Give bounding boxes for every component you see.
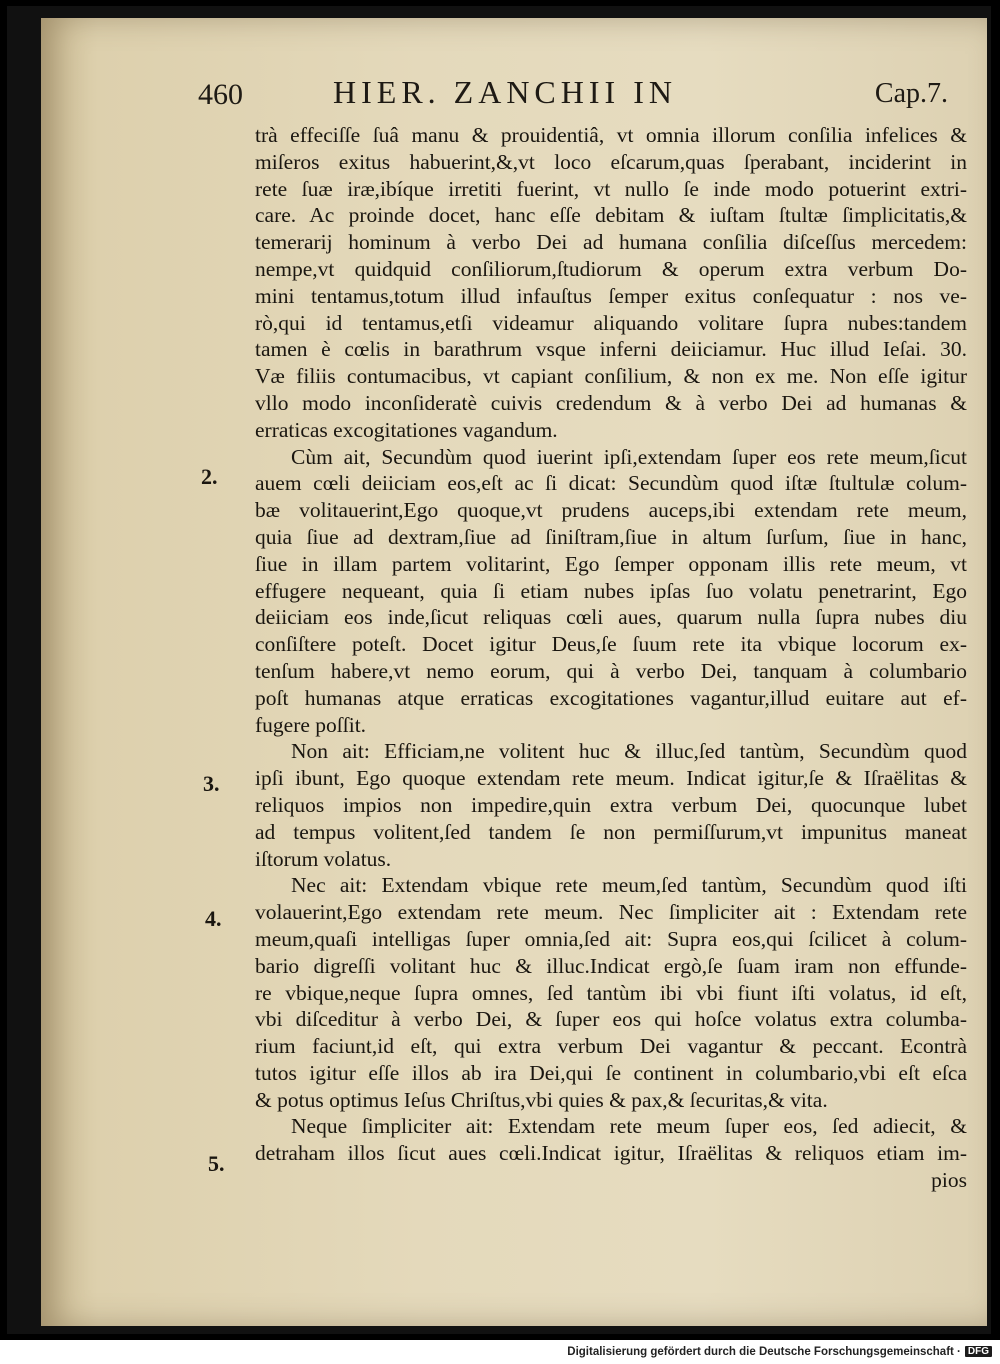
text-line: bario digreſſi volitant huc & illuc.Indicat ergò,ſe ſuam iram non effunde- — [255, 953, 967, 978]
text-line: ad tempus volitent,ſed tandem ſe non permiſſurum,vt impunitus maneat — [255, 819, 967, 844]
text-line: reliquos impios non impedire,quin extra verbum Dei, quocunque lubet — [255, 792, 967, 817]
digitization-credit — [567, 1346, 992, 1358]
text-line: Nec ait: Extendam vbique rete meum,ſed tantùm, Secundùm quod iſti — [291, 873, 967, 898]
scan-edge-left — [0, 0, 4, 1364]
catchword: pios — [931, 1168, 967, 1193]
text-line: fugere poſſit. — [255, 712, 367, 737]
page-number: 460 — [198, 78, 243, 111]
text-line: care. Ac proinde docet, hanc eſſe debitam & iuſtam ſtultæ ſimplicitatis,& — [255, 203, 967, 228]
text-line: rium faciunt,id eſt, qui extra verbum Dei vagantur & peccant. Econtrà — [255, 1034, 967, 1059]
text-line: trà effeciſſe ſuâ manu & prouidentiâ, vt omnia illorum conſilia infelices & — [255, 123, 967, 147]
text-line: meum,quaſi intelligas ſuper omnia,ſed ait: Supra eos,qui ſcilicet à colum- — [255, 926, 967, 951]
page-header — [198, 70, 948, 114]
text-line: Væ filiis contumacibus, vt capiant conſilium, & non ex me. Non eſſe igitur — [255, 364, 967, 389]
margin-number-5: 5. — [208, 1151, 225, 1176]
text-line: Cùm ait, Secundùm quod iuerint ipſi,extendam ſuper eos rete meum,ſicut — [291, 444, 967, 469]
text-line: erraticas excogitationes vagandum. — [255, 417, 558, 442]
text-line: quia ſiue ad dextram,ſiue ad ſiniſtram,ſiue in altum ſurſum, ſiue in hanc, — [255, 524, 967, 549]
text-line: conſiſtere poteſt. Docet igitur Deus,ſe ſuum rete ita vbique locorum ex- — [255, 632, 967, 657]
text-line: tamen è cœlis in barathrum vsque inferni deiiciamur. Huc illud Ieſai. 30. — [255, 337, 967, 362]
text-line: re vbique,neque ſupra omnes, ſed tantùm ibi vbi fiunt iſti volatus, id eſt, — [255, 980, 967, 1005]
text-line: & potus optimus Ieſus Chriſtus,vbi quies & pax,& ſecuritas,& vita. — [255, 1087, 828, 1112]
text-line: tenſum habere,vt nemo eorum, qui à verbo Dei, tanquam à columbario — [255, 658, 967, 683]
text-line: rete ſuæ iræ,ibíque irretiti fuerint, vt nullo ſe inde modo potuerint extri- — [255, 176, 967, 201]
text-line: mini tentamus,totum illud infauſtus ſemper exitus conſequatur : nos ve- — [255, 283, 967, 308]
text-line: deiiciam eos inde,ſicut reliquas cœli aues, quarum nulla ſupra nubes diu — [255, 605, 967, 630]
running-title: HIER. ZANCHII IN — [333, 74, 677, 110]
text-line: iſtorum volatus. — [255, 846, 392, 871]
text-line: temerarij hominum à verbo Dei ad humana conſilia diſceſſus mercedem: — [255, 230, 967, 255]
dfg-logo: DFG — [965, 1346, 992, 1357]
chapter-label: Cap.7. — [874, 78, 948, 109]
text-line: vbi diſceditur à verbo Dei, & ſuper eos qui hoſce volatus extra columba- — [255, 1007, 967, 1032]
text-line: volauerint,Ego extendam rete meum. Nec ſimpliciter ait : Extendam rete — [255, 900, 967, 925]
text-line: poſt humanas atque erraticas excogitationes vagantur,illud euitare aut ef- — [255, 685, 967, 710]
text-line: ſiue in illam partem volitarint, Ego ſemper opponam illis rete meum, vt — [255, 551, 967, 576]
body-text — [255, 122, 967, 1194]
margin-number-2: 2. — [201, 464, 218, 489]
text-line: bæ volitauerint,Ego quoque,vt prudens auceps,ibi extendam rete meum, — [255, 498, 967, 523]
text-line: tutos igitur eſſe illos ab ira Dei,qui ſe continent in columbario,vbi eſt eſca — [255, 1060, 967, 1085]
text-line: miſeros exitus habuerint,&,vt loco eſcarum,quas ſperabant, inciderint in — [255, 149, 967, 174]
text-line: Non ait: Efficiam,ne volitent huc & illuc,ſed tantùm, Secundùm quod — [291, 739, 967, 764]
text-line: rò,qui id tentamus,etſi videamur aliquando volitare ſupra nubes:tandem — [255, 310, 967, 335]
text-line: ipſi ibunt, Ego quoque extendam rete meum. Indicat igitur,ſe & Iſraëlitas & — [255, 766, 967, 791]
text-line: nempe,vt quidquid conſiliorum,ſtudiorum & operum extra verbum Do- — [255, 256, 967, 281]
credit-text: Digitalisierung gefördert durch die Deutsche Forschungsgemeinschaft · — [567, 1346, 961, 1358]
text-line: Neque ſimpliciter ait: Extendam rete meum ſuper eos, ſed adiecit, & — [291, 1114, 967, 1139]
text-line: detraham illos ſicut aues cœli.Indicat igitur, Iſraëlitas & reliquos etiam im- — [255, 1141, 967, 1166]
margin-number-4: 4. — [205, 906, 222, 931]
margin-number-3: 3. — [203, 771, 220, 796]
text-line: auem cœli deiiciam eos,eſt ac ſi dicat: Secundùm quod iſtæ ſtultulæ colum- — [255, 471, 967, 496]
text-line: effugere nequeant, quia ſi etiam nubes ipſas ſuo volatu penetrarint, Ego — [255, 578, 967, 603]
text-line: vllo modo inconſideratè cuivis credendum & à verbo Dei ad humanas & — [255, 390, 967, 415]
